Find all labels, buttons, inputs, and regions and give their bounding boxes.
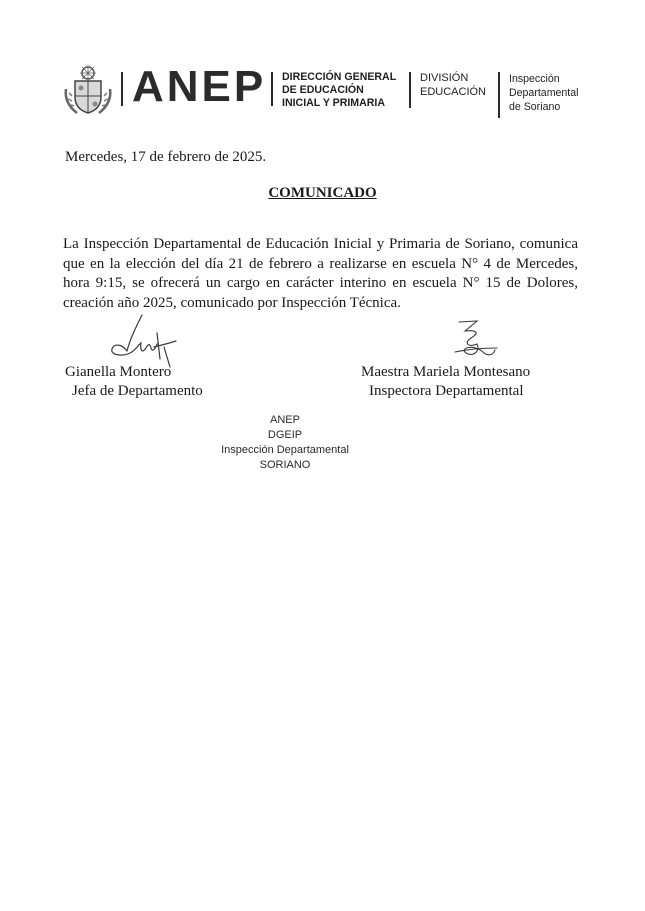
- signature-block-right: [361, 363, 530, 401]
- signer-role: Jefa de Departamento: [72, 383, 203, 399]
- anep-logo-text: ANEP: [132, 62, 267, 111]
- signer-name: Gianella Montero: [65, 364, 172, 380]
- institutional-stamp: ANEP DGEIP Inspección Departamental SORIANO: [221, 414, 349, 471]
- division-label: DIVISIÓN EDUCACIÓN: [420, 72, 487, 98]
- document-date: Mercedes, 17 de febrero de 2025.: [65, 149, 267, 165]
- inspection-label: Inspección Departamental de Soriano: [509, 73, 579, 113]
- header-divider: [271, 72, 273, 106]
- signature-block-left: [65, 363, 203, 401]
- header-divider: [121, 72, 123, 106]
- signer-role: Inspectora Departamental: [369, 383, 524, 399]
- document-title: COMUNICADO: [268, 185, 377, 201]
- header-divider: [409, 72, 411, 108]
- handwritten-signature-right: [447, 318, 502, 364]
- signer-name: Maestra Mariela Montesano: [361, 364, 531, 380]
- dgeip-label: DIRECCIÓN GENERAL DE EDUCACIÓN INICIAL Y PRIMARIA: [282, 71, 397, 109]
- coat-of-arms-seal: [63, 63, 113, 117]
- header-divider: [498, 72, 500, 118]
- document-body: La Inspección Departamental de Educación Inicial y Primaria de Soriano, comunica que en la elección del día 21 de febrero a realizarse en escuela N° 4 de Mercedes, hora 9:15, se ofrecerá un cargo en carácter interino en escuela N° 15 de Dolores, creación año 2025, comunicado por Inspección Técnica.: [63, 236, 578, 311]
